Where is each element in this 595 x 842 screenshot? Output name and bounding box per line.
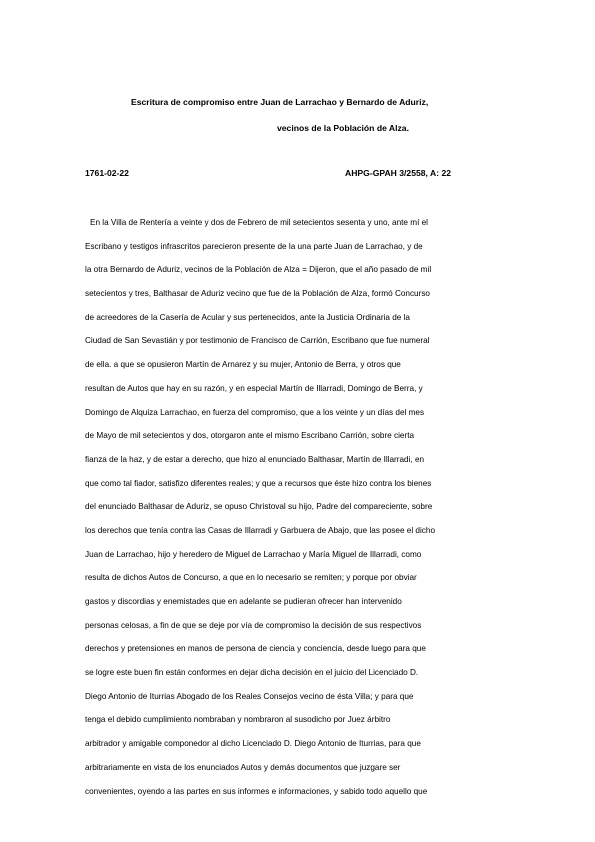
body-text-line: que como tal fiador, satisfizo diferentes reales; y que a recursos que éste hizo contra los bienes: [85, 478, 432, 488]
body-text-line: En la Villa de Rentería a veinte y dos de Febrero de mil setecientos sesenta y uno, ante mí el: [90, 218, 429, 227]
body-text-line: arbitrador y amigable componedor al dicho Licenciado D. Diego Antonio de Iturrias, para que: [85, 739, 421, 749]
body-text-line: Juan de Larrachao, hijo y heredero de Miguel de Larrachao y María Miguel de Illarradi, como: [85, 549, 422, 559]
body-text-line: setecientos y tres, Balthasar de Aduriz vecino que fue de la Población de Alza, formó Concurso: [85, 289, 430, 299]
document-body: [85, 211, 510, 803]
body-text-line: de ella. a que se opusieron Martín de Arnarez y su mujer, Antonio de Berra, y otros que: [85, 360, 401, 370]
document-title-line-2: vecinos de la Población de Alza.: [277, 123, 409, 133]
body-text-line: de Mayo de mil setecientos y dos, otorgaron ante el mismo Escribano Carrión, sobre cierta: [85, 431, 415, 441]
body-text-line: personas celosas, a fin de que se deje por vía de compromiso la decisión de sus respectivos: [85, 620, 422, 630]
body-text-line: derechos y pretensiones en manos de persona de ciencia y conciencia, desde luego para que: [85, 644, 426, 654]
body-text-line: Ciudad de San Sevastián y por testimonio de Francisco de Carrión, Escribano que fue numeral: [85, 336, 430, 346]
archive-reference: AHPG-GPAH 3/2558, A: 22: [345, 168, 452, 178]
body-text-line: tenga el debido cumplimiento nombraban y nombraron al susodicho por Juez árbitro: [85, 715, 391, 725]
body-text-line: de acreedores de la Casería de Acular y sus pertenecidos, ante la Justicia Ordinaria de la: [85, 312, 410, 322]
body-text-line: arbitrariamente en vista de los enunciados Autos y demás documentos que juzgare ser: [85, 762, 401, 772]
body-text-line: fianza de la haz, y de estar a derecho, que hizo al enunciado Balthasar, Martín de Illarradi, en: [85, 454, 425, 464]
document-title-line-1: Escritura de compromiso entre Juan de Larrachao y Bernardo de Aduriz,: [131, 97, 429, 107]
body-text-line: convenientes, oyendo a las partes en sus informes e informaciones, y sabido todo aquello que: [85, 786, 428, 796]
body-text-line: Diego Antonio de Iturrias Abogado de los Reales Consejos vecino de ésta Villa; y para que: [85, 691, 414, 701]
body-text-line: los derechos que tenía contra las Casas de Illarradi y Garbuera de Abajo, que las posee el dicho: [85, 525, 436, 535]
body-text-line: la otra Bernardo de Aduriz, vecinos de la Población de Alza = Dijeron, que el año pasado de mil: [85, 265, 432, 275]
body-text-line: Domingo de Alquiza Larrachao, en fuerza del compromiso, que a los veinte y un días del mes: [85, 407, 425, 417]
body-text-line: resultan de Autos que hay en su razón, y en especial Martín de Illarradi, Domingo de Berra, y: [85, 383, 423, 393]
body-text-line: gastos y discordias y enemistades que en adelante se pudieran ofrecer han intervenido: [85, 597, 402, 606]
body-text-line: Escribano y testigos infrascritos parecieron presente de la una parte Juan de Larrachao, y de: [85, 241, 423, 251]
body-text-line: resulta de dichos Autos de Concurso, a que en lo necesario se remiten; y porque por obviar: [85, 573, 417, 583]
document-date: 1761-02-22: [85, 168, 129, 178]
body-text-line: del enunciado Balthasar de Aduriz, se opuso Christoval su hijo, Padre del compareciente, sobre: [85, 502, 433, 512]
body-text-line: se logre este buen fin están conformes en dejar dicha decisión en el juicio del Licenciado D.: [85, 668, 419, 678]
